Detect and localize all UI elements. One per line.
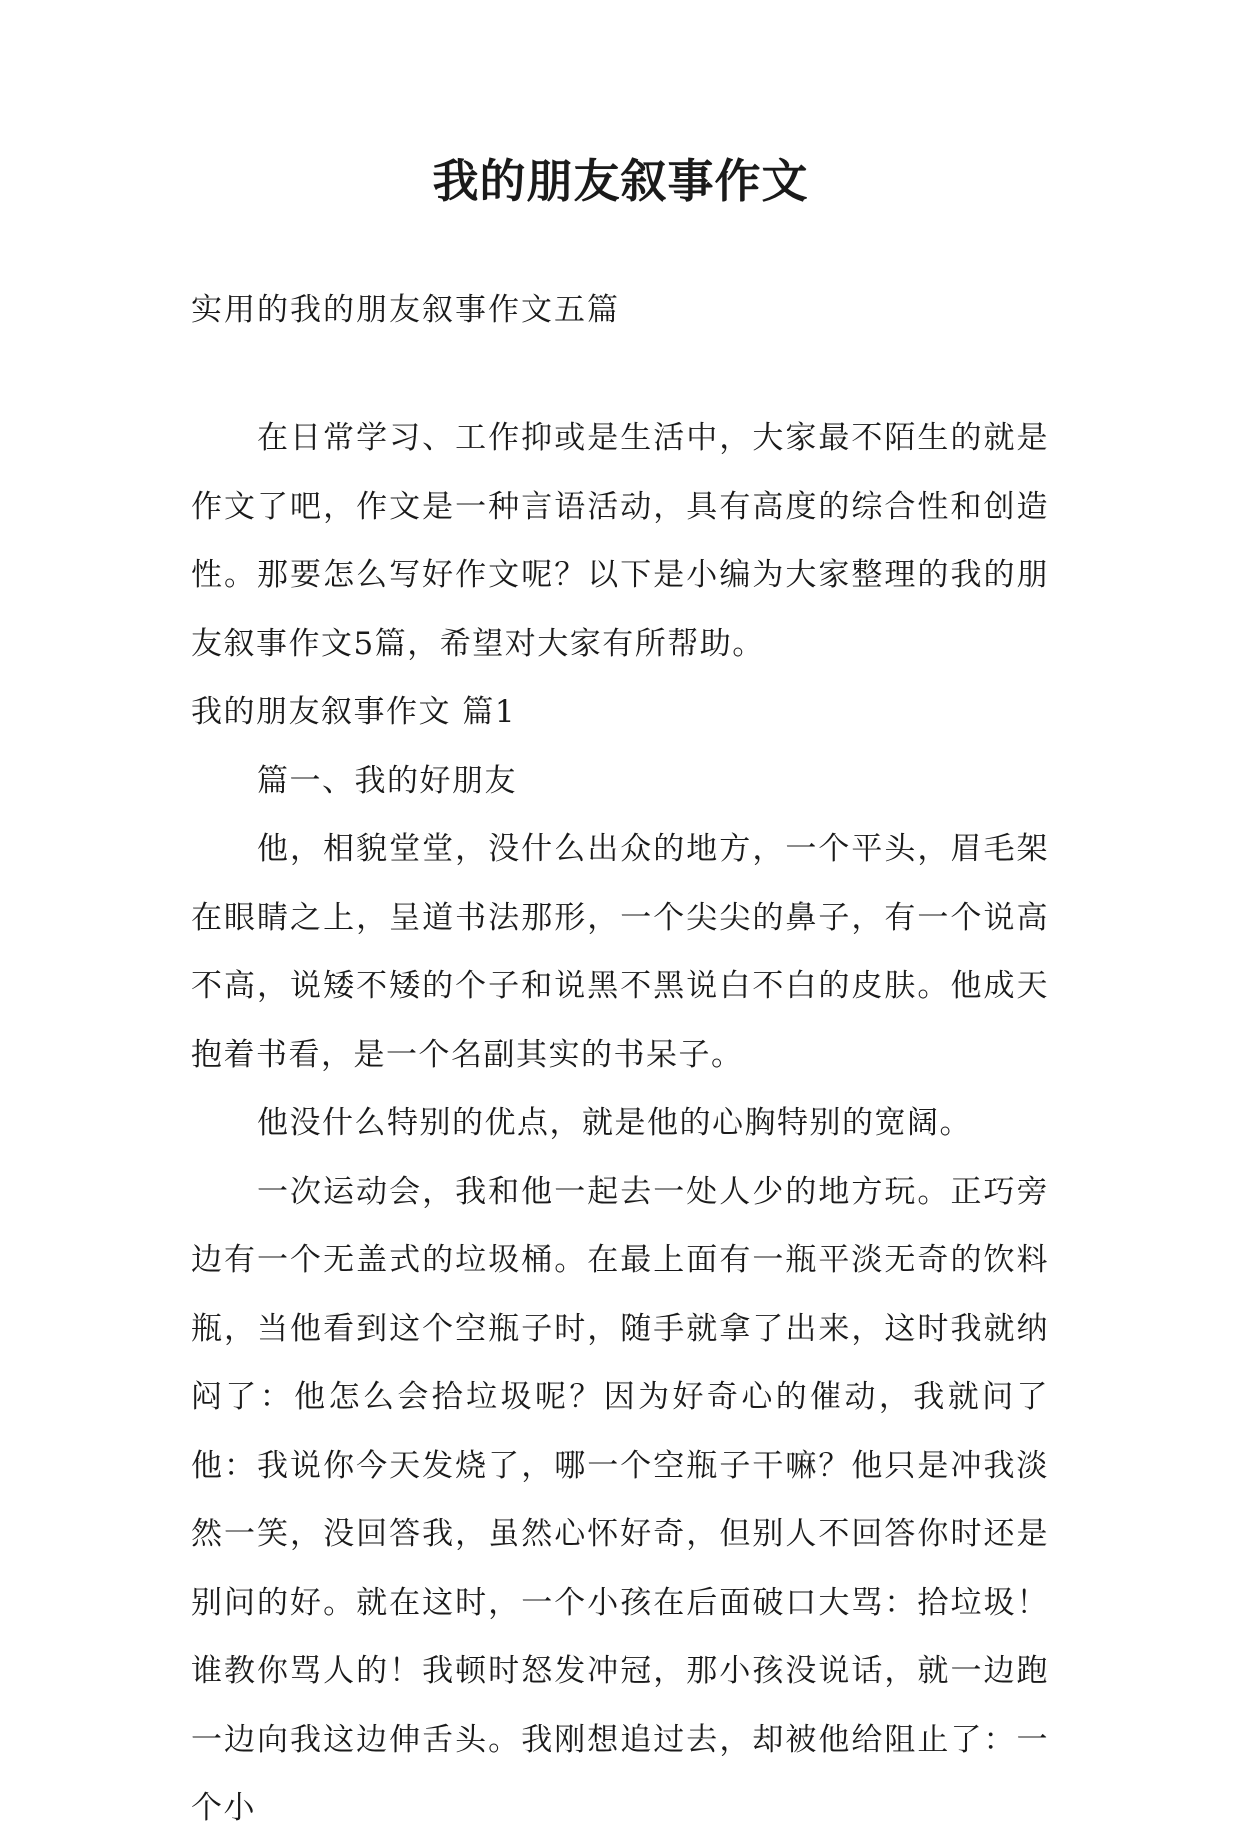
body-paragraph: 他没什么特别的优点，就是他的心胸特别的宽阔。 [257, 1105, 972, 1141]
document-body [191, 404, 1049, 1843]
document-title: 我的朋友叙事作文 [432, 154, 809, 208]
body-paragraph: 一次运动会，我和他一起去一处人少的地方玩。正巧旁边有一个无盖式的垃圾桶。在最上面有一瓶平淡无奇的饮料瓶，当他看到这个空瓶子时，随手就拿了出来，这时我就纳闷了：他怎么会拾垃圾呢？因为好奇心的催动，我就问了他：我说你今天发烧了，哪一个空瓶子干嘛？他只是冲我淡然一笑，没回答我，虽然心怀好奇，但别人不回答你时还是别问的好。就在这时，一个小孩在后面破口大骂：拾垃圾！谁教你骂人的！我顿时怒发冲冠，那小孩没说话，就一边跑一边向我这边伸舌头。我刚想追过去，却被他给阻止了：一个小 [191, 1173, 1049, 1826]
document-subtitle: 实用的我的朋友叙事作文五篇 [191, 292, 620, 328]
essay-title: 篇一、我的好朋友 [257, 762, 517, 799]
body-paragraph: 他，相貌堂堂，没什么出众的地方，一个平头，眉毛架在眼睛之上，呈道书法那形，一个尖尖的鼻子，有一个说高不高，说矮不矮的个子和说黑不黑说白不白的皮肤。他成天抱着书看，是一个名副其实的书呆子。 [191, 831, 1049, 1073]
intro-paragraph: 在日常学习、工作抑或是生活中，大家最不陌生的就是作文了吧，作文是一种言语活动，具有高度的综合性和创造性。那要怎么写好作文呢？以下是小编为大家整理的我的朋友叙事作文5篇，希望对大家有所帮助。 [191, 420, 1049, 662]
section-heading: 我的朋友叙事作文 篇1 [191, 694, 517, 730]
